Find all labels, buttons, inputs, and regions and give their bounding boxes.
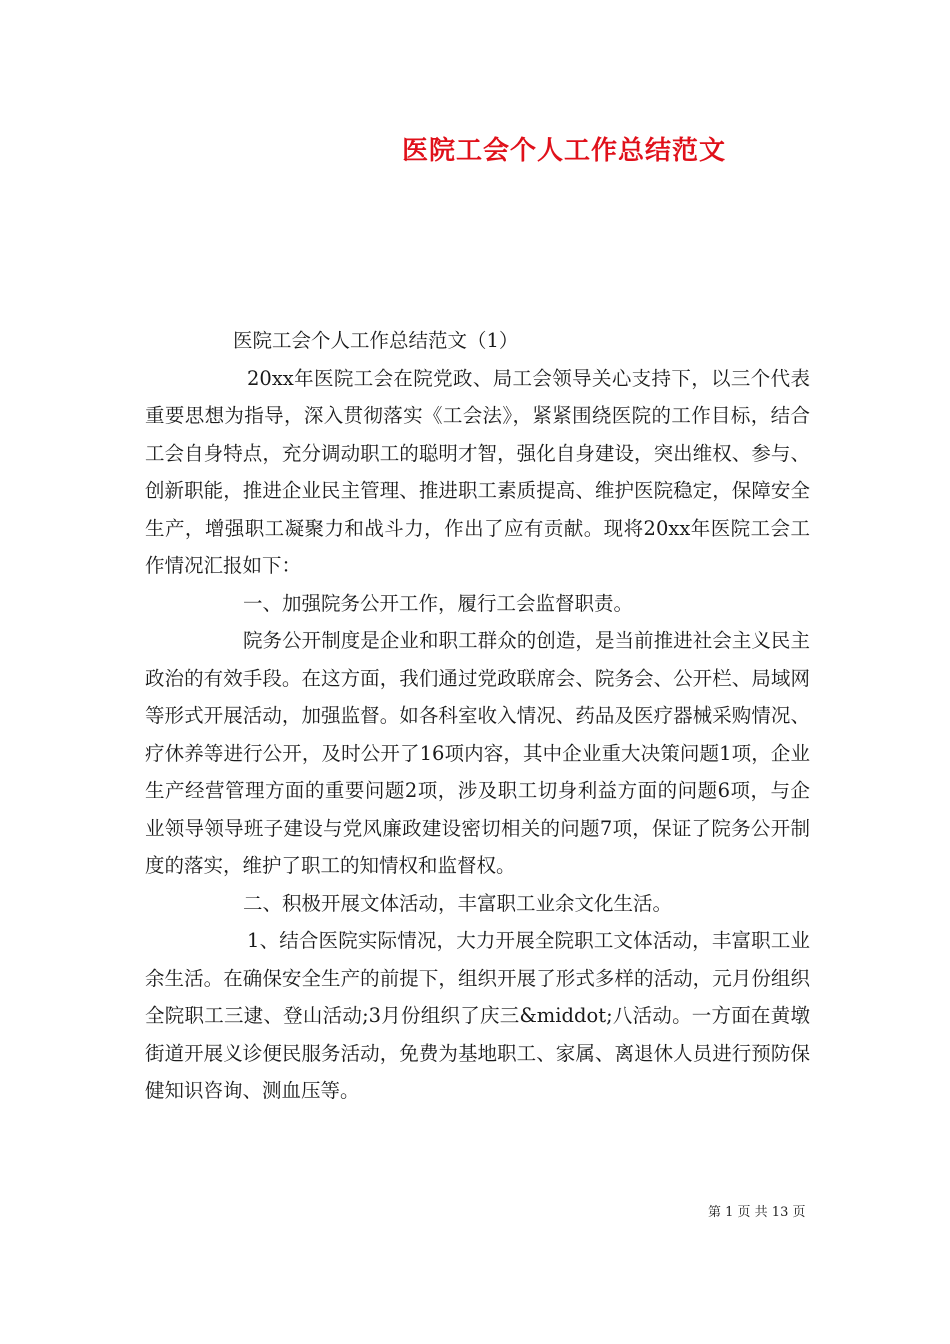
document-body — [145, 322, 810, 1110]
section-one-heading: 一、加强院务公开工作，履行工会监督职责。 — [243, 591, 634, 615]
page-footer: 第 1 页 共 13 页 — [708, 1205, 806, 1220]
section-two-heading: 二、积极开展文体活动，丰富职工业余文化生活。 — [243, 891, 673, 915]
section-one-paragraph: 院务公开制度是企业和职工群众的创造，是当前推进社会主义民主政治的有效手段。在这方面，我们通过党政联席会、院务会、公开栏、局域网等形式开展活动，加强监督。如各科室收入情况、药品及医疗器械采购情况、疗休养等进行公开，及时公开了16项内容，其中企业重大决策问题1项，企业生产经营管理方面的重要问题2项，涉及职工切身利益方面的问题6项，与企业领导领导班子建设与党风廉政建设密切相关的问题7项，保证了院务公开制度的落实，维护了职工的知情权和监督权。 — [145, 629, 810, 877]
section-heading: 医院工会个人工作总结范文（1） — [233, 329, 519, 352]
intro-paragraph: 20xx年医院工会在院党政、局工会领导关心支持下，以三个代表重要思想为指导，深入贯彻落实《工会法》，紧紧围绕医院的工作目标，结合工会自身特点，充分调动职工的聪明才智，强化自身建设，突出维权、参与、创新职能，推进企业民主管理、推进职工素质提高、维护医院稳定，保障安全生产，增强职工凝聚力和战斗力，作出了应有贡献。现将20xx年医院工会工作情况汇报如下： — [145, 366, 810, 577]
section-two-paragraph: 1、结合医院实际情况，大力开展全院职工文体活动，丰富职工业余生活。在确保安全生产的前提下，组织开展了形式多样的活动，元月份组织全院职工三逮、登山活动;3月份组织了庆三&middot;八活动。一方面在黄墩街道开展义诊便民服务活动，免费为基地职工、家属、离退休人员进行预防保健知识咨询、测血压等。 — [145, 929, 810, 1102]
document-title: 医院工会个人工作总结范文 — [401, 136, 726, 166]
